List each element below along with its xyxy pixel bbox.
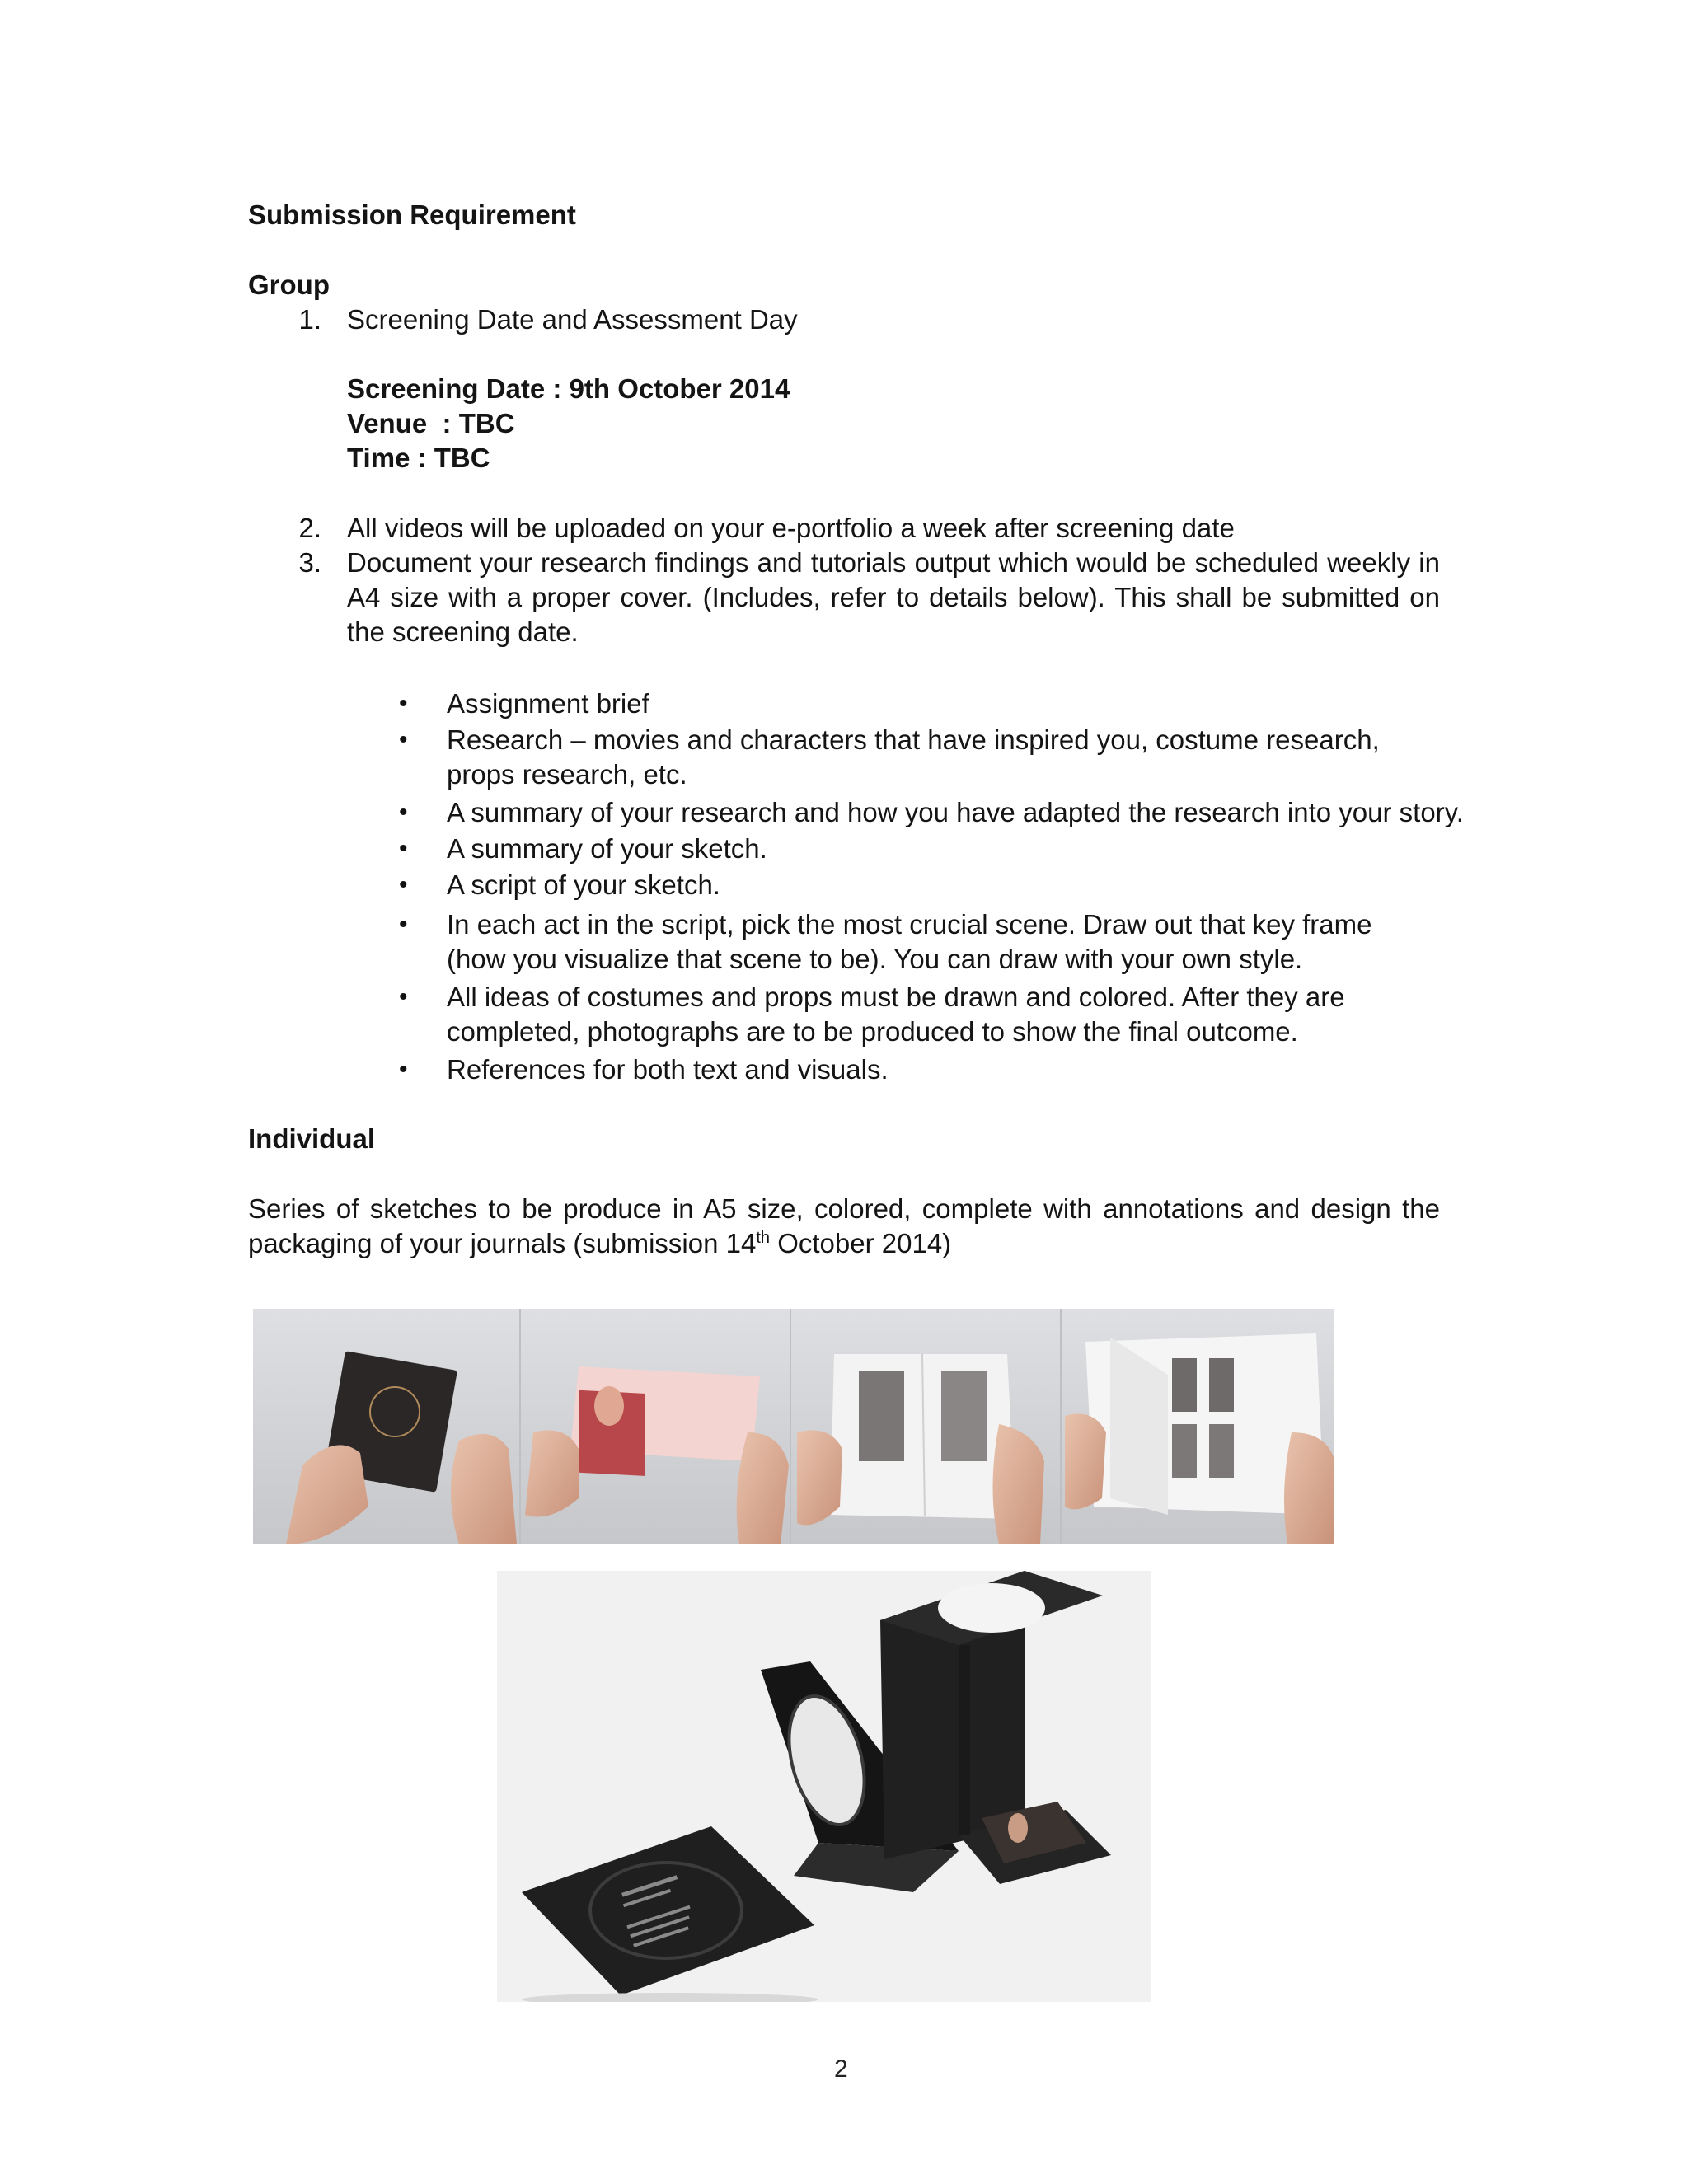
list-item-3: Document your research findings and tutorials output which would be scheduled weekly in A4 size with a proper cover. (Includes, refer to details below). This shall be submitted on the screening date.	[347, 547, 1440, 647]
individual-text: Series of sketches to be produce in A5 size, colored, complete with annotations and design the packaging of your journals (submission 14	[248, 1193, 1440, 1258]
list-item-2: All videos will be uploaded on your e-portfolio a week after screening date	[347, 513, 1235, 543]
folded-card-illustration	[497, 1571, 1151, 2002]
bullet-item: A summary of your research and how you have adapted the research into your story.	[447, 797, 1464, 827]
individual-paragraph	[248, 1192, 1440, 1261]
individual-text-end: October 2014)	[770, 1228, 952, 1258]
booklet-photo-strip	[253, 1309, 1334, 1544]
bullet-glyph: •	[399, 726, 408, 753]
ordinal-suffix: th	[756, 1229, 771, 1247]
bullet-glyph: •	[399, 911, 408, 938]
bullet-glyph: •	[399, 983, 408, 1010]
list-number-3: 3.	[298, 547, 321, 578]
venue: Venue : TBC	[347, 408, 515, 438]
bullet-item: A summary of your sketch.	[447, 833, 767, 864]
group-heading: Group	[248, 269, 330, 300]
individual-heading: Individual	[248, 1123, 376, 1154]
page-number: 2	[834, 2055, 848, 2083]
bullet-glyph: •	[399, 799, 408, 826]
list-number-1: 1.	[298, 304, 321, 335]
bullet-item: References for both text and visuals.	[447, 1054, 889, 1085]
booklet-photo-illustration	[253, 1309, 1334, 1544]
list-item-1: Screening Date and Assessment Day	[347, 304, 798, 335]
screening-date: Screening Date : 9th October 2014	[347, 373, 790, 404]
time: Time : TBC	[347, 443, 490, 473]
bullet-item: Research – movies and characters that have inspired you, costume research, props research, etc.	[447, 724, 1380, 790]
bullet-item: Assignment brief	[447, 688, 649, 719]
bullet-item: A script of your sketch.	[447, 869, 720, 900]
bullet-item: All ideas of costumes and props must be drawn and colored. After they are completed, photographs are to be produced to show the final outcome.	[447, 982, 1345, 1047]
bullet-glyph: •	[399, 690, 408, 717]
section-heading: Submission Requirement	[248, 199, 576, 230]
bullet-glyph: •	[399, 835, 408, 862]
list-number-2: 2.	[298, 513, 321, 543]
bullet-glyph: •	[399, 1056, 408, 1083]
folded-card-photo	[497, 1571, 1151, 2002]
bullet-item: In each act in the script, pick the most crucial scene. Draw out that key frame (how you visualize that scene to be). You can draw with your own style.	[447, 909, 1372, 974]
bullet-glyph: •	[399, 871, 408, 898]
